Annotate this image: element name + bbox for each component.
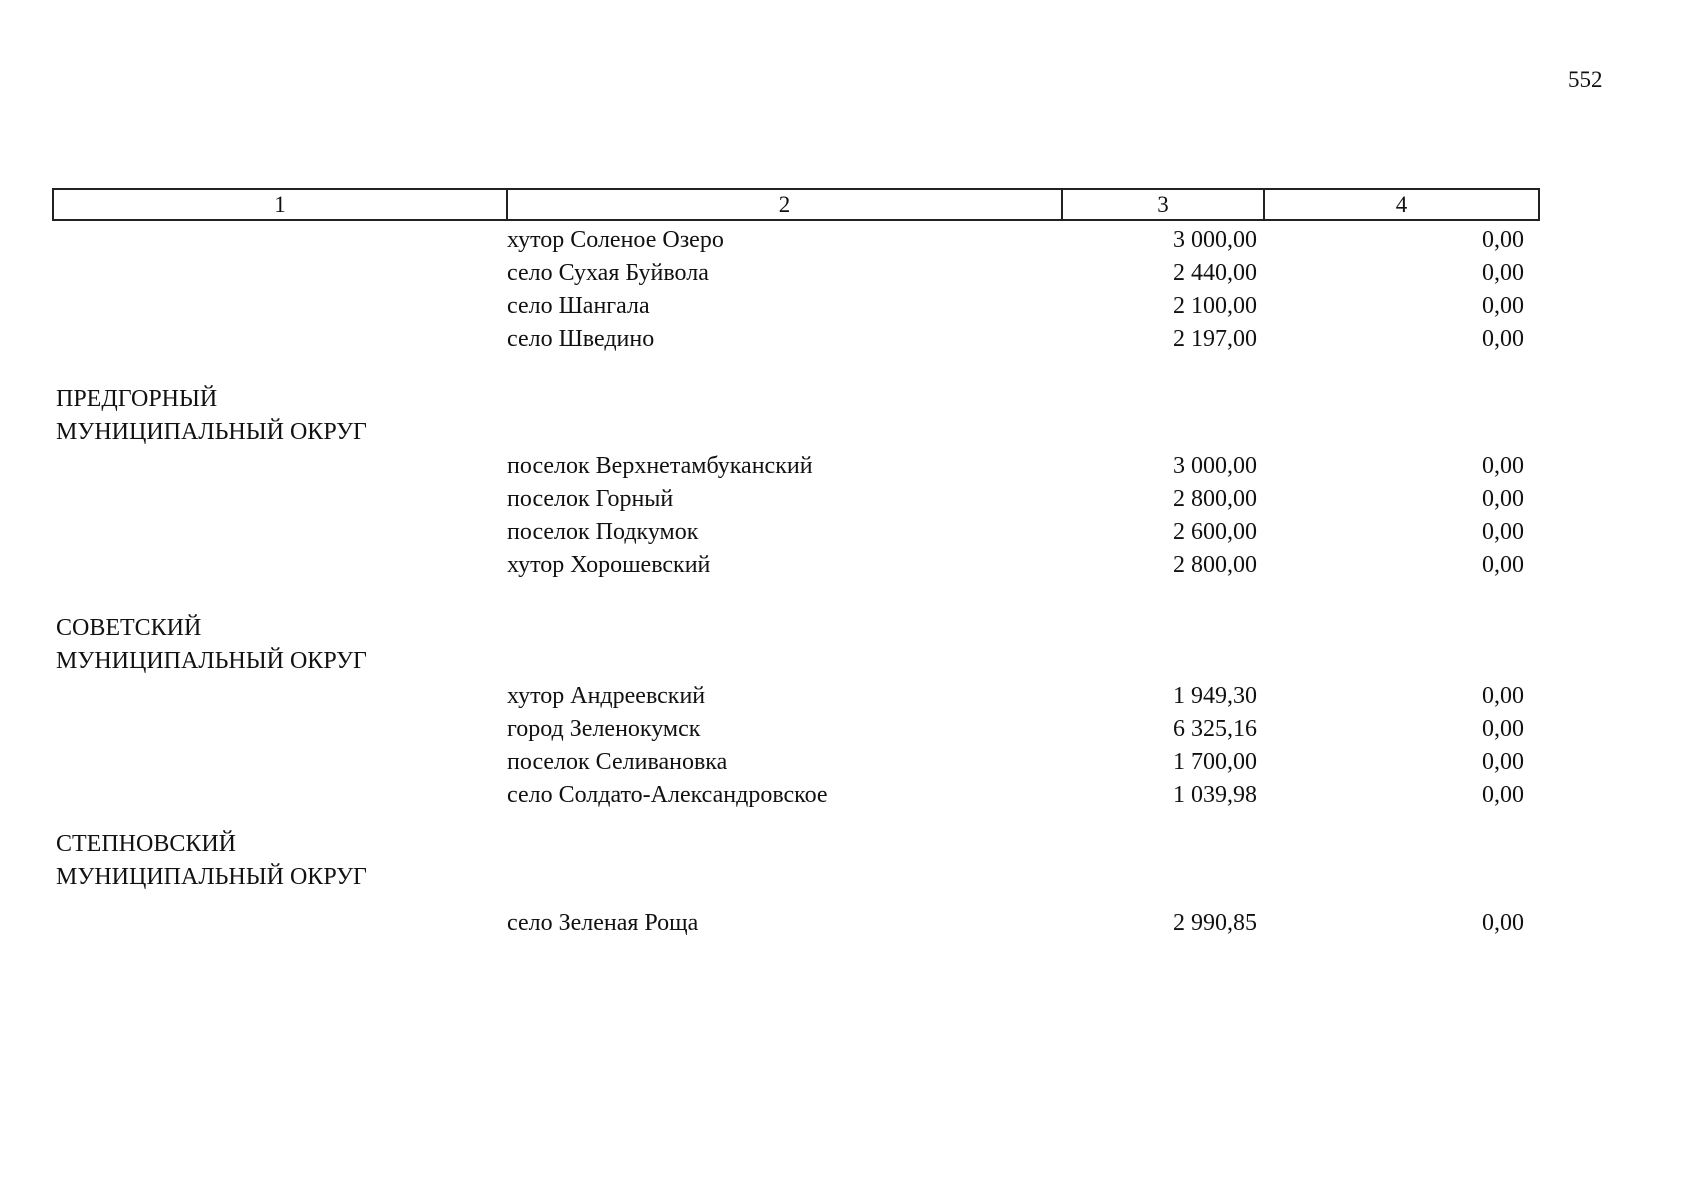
table-row <box>0 516 1696 549</box>
settlement-name: поселок Подкумок <box>507 519 699 545</box>
value-col-3: 2 990,85 <box>1173 910 1257 936</box>
value-col-3: 2 100,00 <box>1173 293 1257 319</box>
value-col-4: 0,00 <box>1482 519 1524 545</box>
value-col-4: 0,00 <box>1482 227 1524 253</box>
table-row <box>0 680 1696 713</box>
header-col-2: 2 <box>506 190 1061 219</box>
value-col-4: 0,00 <box>1482 749 1524 775</box>
value-col-3: 6 325,16 <box>1173 716 1257 742</box>
header-col-4: 4 <box>1263 190 1538 219</box>
value-col-4: 0,00 <box>1482 782 1524 808</box>
value-col-3: 1 039,98 <box>1173 782 1257 808</box>
district-title-line: МУНИЦИПАЛЬНЫЙ ОКРУГ <box>56 648 367 674</box>
district-title-line: МУНИЦИПАЛЬНЫЙ ОКРУГ <box>56 419 367 445</box>
value-col-4: 0,00 <box>1482 326 1524 352</box>
page-number: 552 <box>1568 67 1603 92</box>
table-row <box>0 713 1696 746</box>
value-col-4: 0,00 <box>1482 486 1524 512</box>
district-title-line: МУНИЦИПАЛЬНЫЙ ОКРУГ <box>56 864 367 890</box>
table-row <box>0 483 1696 516</box>
value-col-3: 3 000,00 <box>1173 227 1257 253</box>
value-col-3: 1 949,30 <box>1173 683 1257 709</box>
value-col-4: 0,00 <box>1482 910 1524 936</box>
settlement-name: поселок Верхнетамбуканский <box>507 453 813 479</box>
settlement-name: хутор Хорошевский <box>507 552 711 578</box>
table-row <box>0 746 1696 779</box>
table-row <box>0 290 1696 323</box>
value-col-4: 0,00 <box>1482 716 1524 742</box>
value-col-3: 2 600,00 <box>1173 519 1257 545</box>
district-title <box>56 612 486 678</box>
district-title <box>56 828 486 894</box>
value-col-3: 2 800,00 <box>1173 486 1257 512</box>
district-title <box>56 383 486 449</box>
value-col-4: 0,00 <box>1482 552 1524 578</box>
value-col-3: 2 440,00 <box>1173 260 1257 286</box>
table-row <box>0 549 1696 582</box>
settlement-name: село Солдато-Александровское <box>507 782 828 808</box>
district-title-line: ПРЕДГОРНЫЙ <box>56 386 218 412</box>
header-col-3: 3 <box>1061 190 1263 219</box>
table-row <box>0 323 1696 356</box>
value-col-4: 0,00 <box>1482 683 1524 709</box>
settlement-name: поселок Селивановка <box>507 749 728 775</box>
settlement-name: село Шведино <box>507 326 655 352</box>
value-col-4: 0,00 <box>1482 293 1524 319</box>
settlement-name: хутор Соленое Озеро <box>507 227 724 253</box>
settlement-name: поселок Горный <box>507 486 674 512</box>
value-col-3: 1 700,00 <box>1173 749 1257 775</box>
district-title-line: СОВЕТСКИЙ <box>56 615 202 641</box>
district-title-line: СТЕПНОВСКИЙ <box>56 831 237 857</box>
value-col-4: 0,00 <box>1482 453 1524 479</box>
value-col-4: 0,00 <box>1482 260 1524 286</box>
table-row <box>0 450 1696 483</box>
table-row <box>0 907 1696 940</box>
value-col-3: 3 000,00 <box>1173 453 1257 479</box>
value-col-3: 2 800,00 <box>1173 552 1257 578</box>
header-col-1: 1 <box>274 192 286 217</box>
table-header <box>52 188 1540 221</box>
settlement-name: село Зеленая Роща <box>507 910 699 936</box>
value-col-3: 2 197,00 <box>1173 326 1257 352</box>
table-row <box>0 224 1696 257</box>
table-row <box>0 257 1696 290</box>
settlement-name: хутор Андреевский <box>507 683 706 709</box>
settlement-name: село Сухая Буйвола <box>507 260 709 286</box>
settlement-name: село Шангала <box>507 293 650 319</box>
settlement-name: город Зеленокумск <box>507 716 701 742</box>
table-row <box>0 779 1696 812</box>
